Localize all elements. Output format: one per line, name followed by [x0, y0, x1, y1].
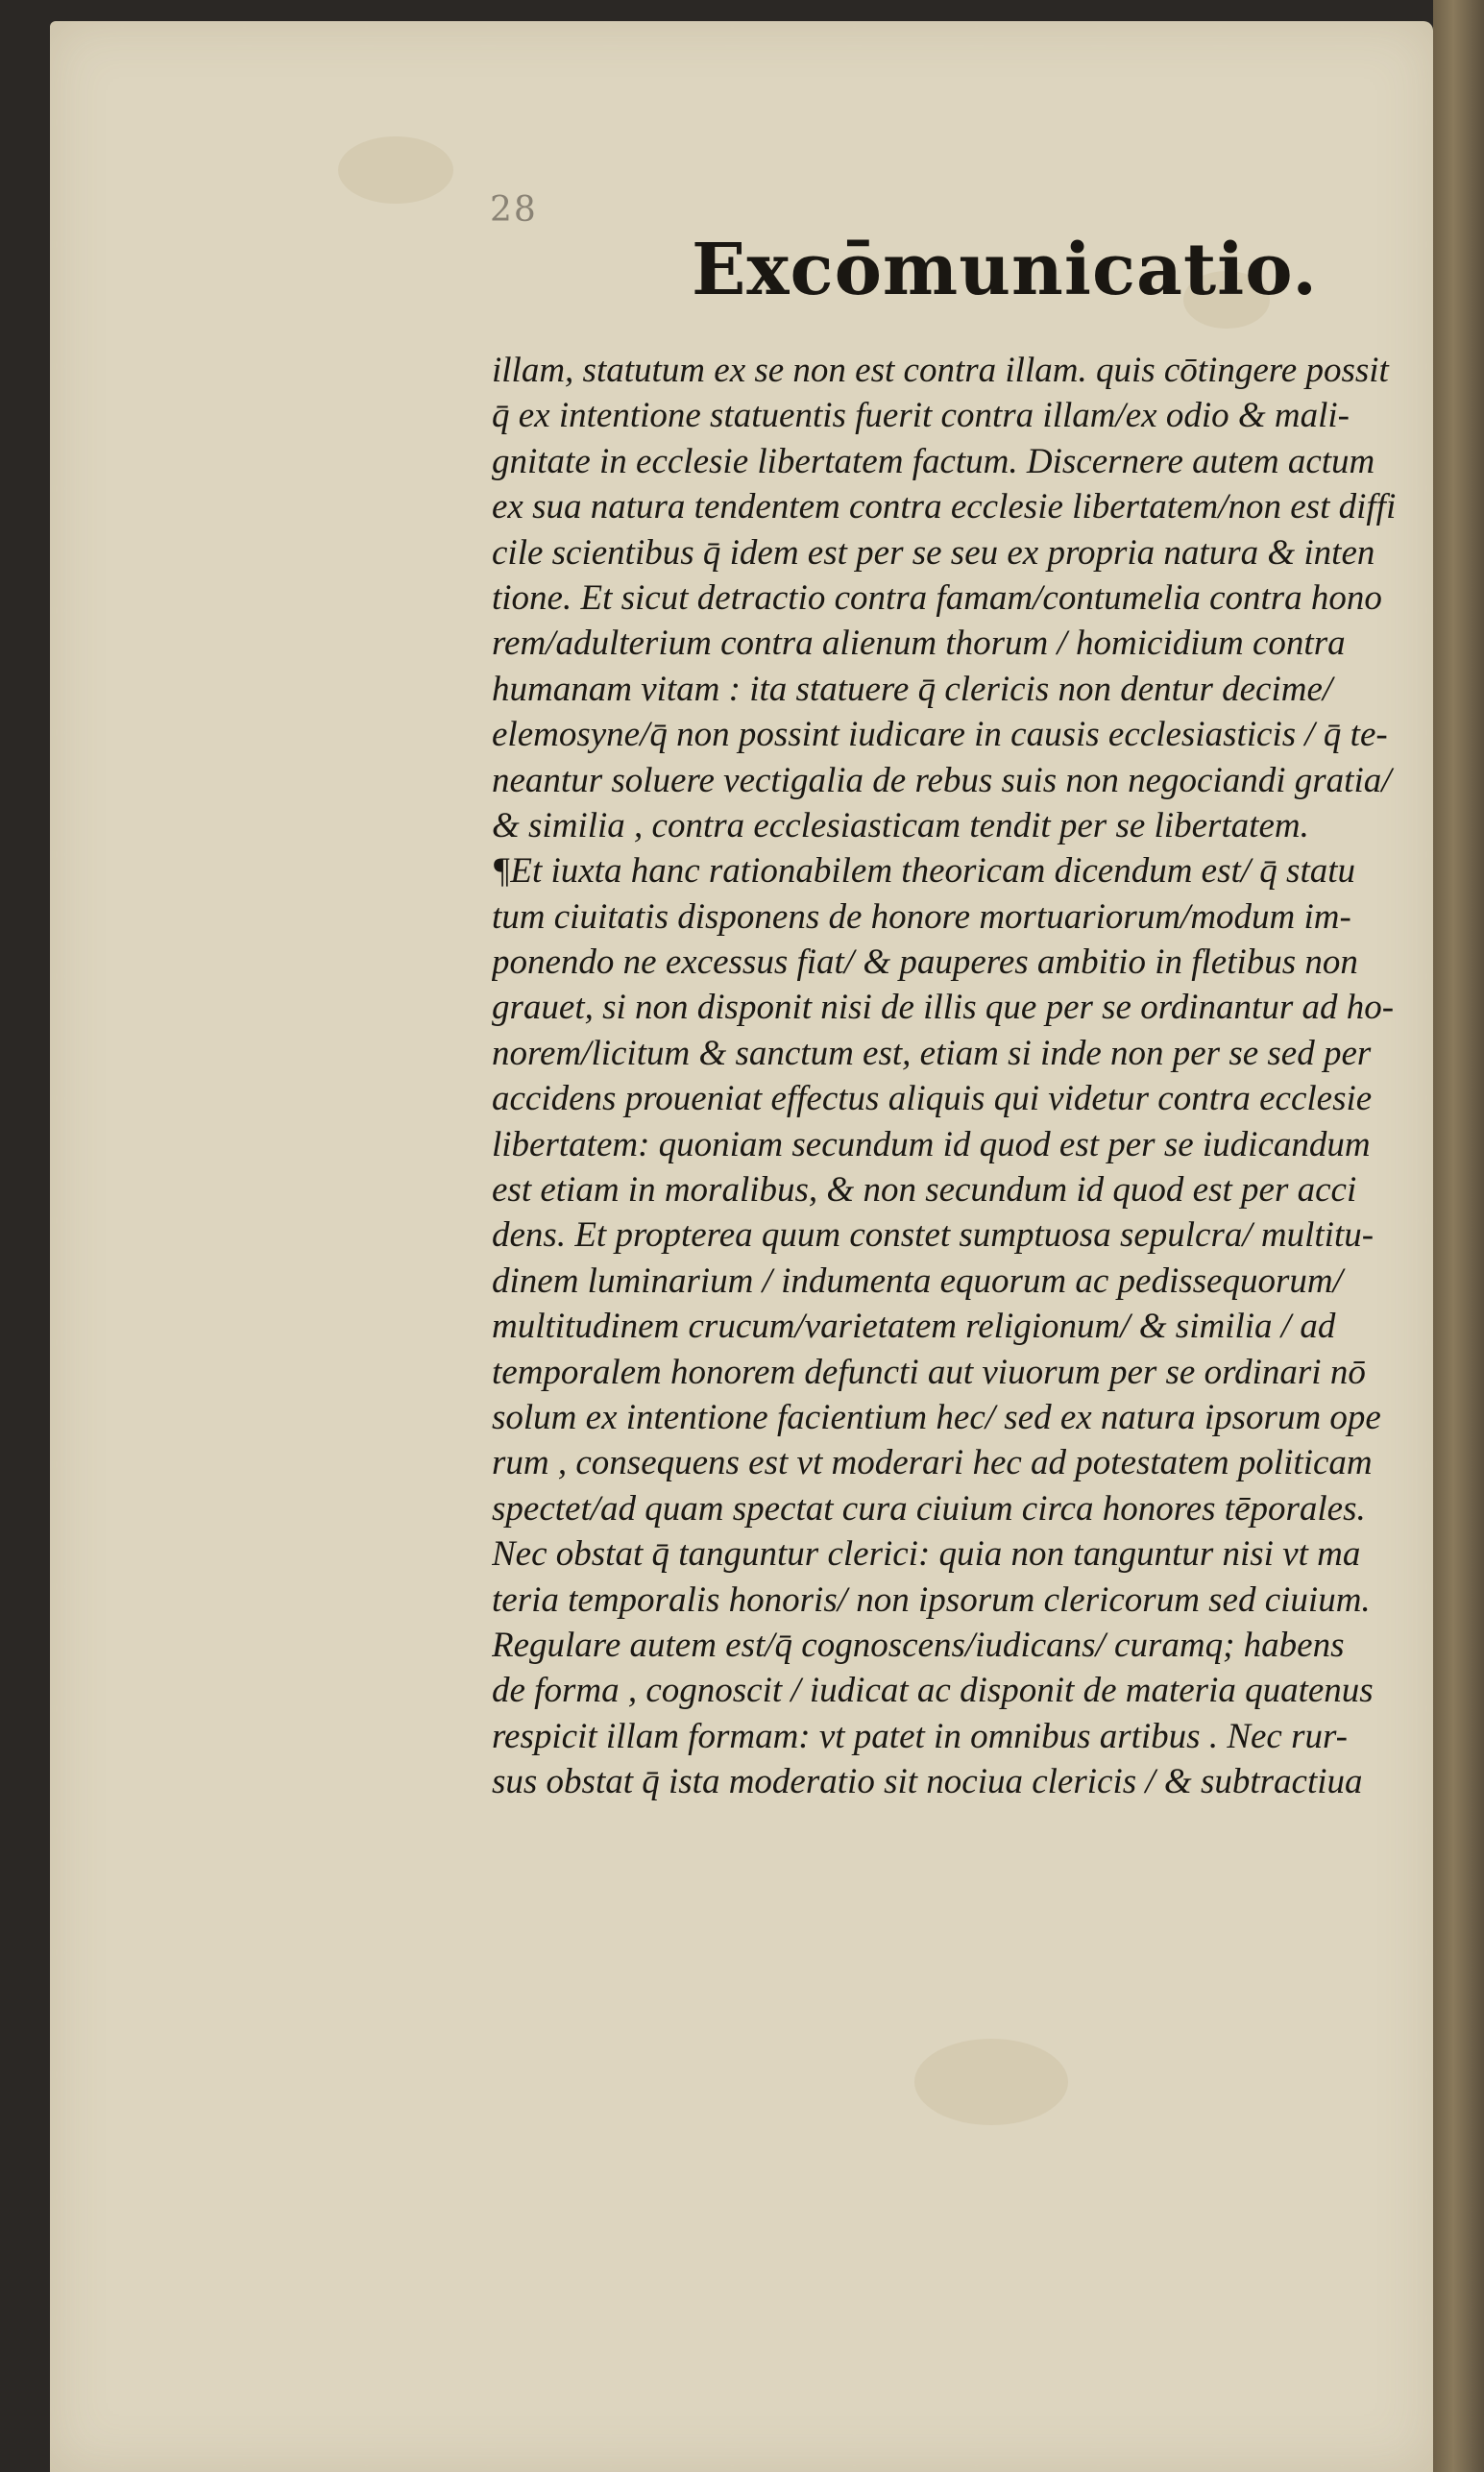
text-line: accidens proueniat effectus aliquis qui videtur contra ecclesie: [492, 1079, 1373, 1119]
text-block: [492, 348, 1476, 1805]
text-line: tione. Et sicut detractio contra famam/contumelia contra hono: [492, 577, 1382, 618]
text-line: & similia , contra ecclesiasticam tendit per se libertatem.: [492, 805, 1309, 845]
text-line: neantur soluere vectigalia de rebus suis non negociandi gratia/: [492, 760, 1392, 800]
text-line: grauet, si non disponit nisi de illis que per se ordinantur ad ho-: [492, 988, 1395, 1028]
text-line: teria temporalis honoris/ non ipsorum clericorum sed ciuium.: [492, 1579, 1371, 1620]
text-line: est etiam in moralibus, & non secundum id quod est per acci: [492, 1170, 1357, 1211]
text-line: respicit illam formam: vt patet in omnibus artibus . Nec rur-: [492, 1716, 1348, 1756]
text-line: illam, statutum ex se non est contra illam. quis cōtingere possit: [492, 351, 1389, 390]
text-line: temporalem honorem defuncti aut viuorum per se ordinari nō: [492, 1352, 1366, 1392]
text-line: Regulare autem est/q̄ cognoscens/iudicans/ curamq; habens: [492, 1625, 1345, 1665]
running-head: Excōmunicatio.: [692, 229, 1319, 311]
text-line: elemosyne/q̄ non possint iudicare in causis ecclesiasticis / q̄ te-: [492, 715, 1388, 755]
text-line: q̄ ex intentione statuentis fuerit contra illam/ex odio & mali-: [492, 396, 1350, 436]
folio-mark: 28: [490, 190, 538, 230]
text-line: de forma , cognoscit / iudicat ac disponit de materia quatenus: [492, 1671, 1374, 1711]
text-line: dens. Et propterea quum constet sumptuosa sepulcra/ multitu-: [492, 1215, 1375, 1256]
text-line: cile scientibus q̄ idem est per se seu ex propria natura & inten: [492, 532, 1375, 573]
text-line: multitudinem crucum/varietatem religionum/ & similia / ad: [492, 1307, 1336, 1347]
text-line: ex sua natura tendentem contra ecclesie libertatem/non est diffi: [492, 487, 1397, 527]
text-line: tum ciuitatis disponens de honore mortuariorum/modum im-: [492, 896, 1351, 937]
text-line: solum ex intentione facientium hec/ sed ex natura ipsorum ope: [492, 1397, 1381, 1437]
text-line: humanam vitam : ita statuere q̄ clericis non dentur decime/: [492, 669, 1333, 709]
text-line: spectet/ad quam spectat cura ciuium circa honores tēporales.: [492, 1488, 1366, 1529]
paper-stain: [914, 2039, 1068, 2125]
text-line: Nec obstat q̄ tanguntur clerici: quia non tanguntur nisi vt ma: [492, 1534, 1361, 1575]
text-line: gnitate in ecclesie libertatem factum. Discernere autem actum: [492, 441, 1375, 481]
text-line: rum , consequens est vt moderari hec ad potestatem politicam: [492, 1443, 1373, 1483]
text-line: rem/adulterium contra alienum thorum / homicidium contra: [492, 624, 1346, 664]
paper-stain: [338, 136, 453, 204]
text-line: ponendo ne excessus fiat/ & pauperes ambitio in fletibus non: [492, 942, 1358, 983]
text-line: sus obstat q̄ ista moderatio sit nociua clericis / & subtractiua: [492, 1762, 1363, 1802]
text-line: dinem luminarium / indumenta equorum ac pedissequorum/: [492, 1260, 1343, 1301]
text-line: libertatem: quoniam secundum id quod est per se iudicandum: [492, 1124, 1371, 1164]
text-line: ¶Et iuxta hanc rationabilem theoricam dicendum est/ q̄ statu: [492, 851, 1356, 892]
text-line: norem/licitum & sanctum est, etiam si inde non per se sed per: [492, 1033, 1372, 1073]
